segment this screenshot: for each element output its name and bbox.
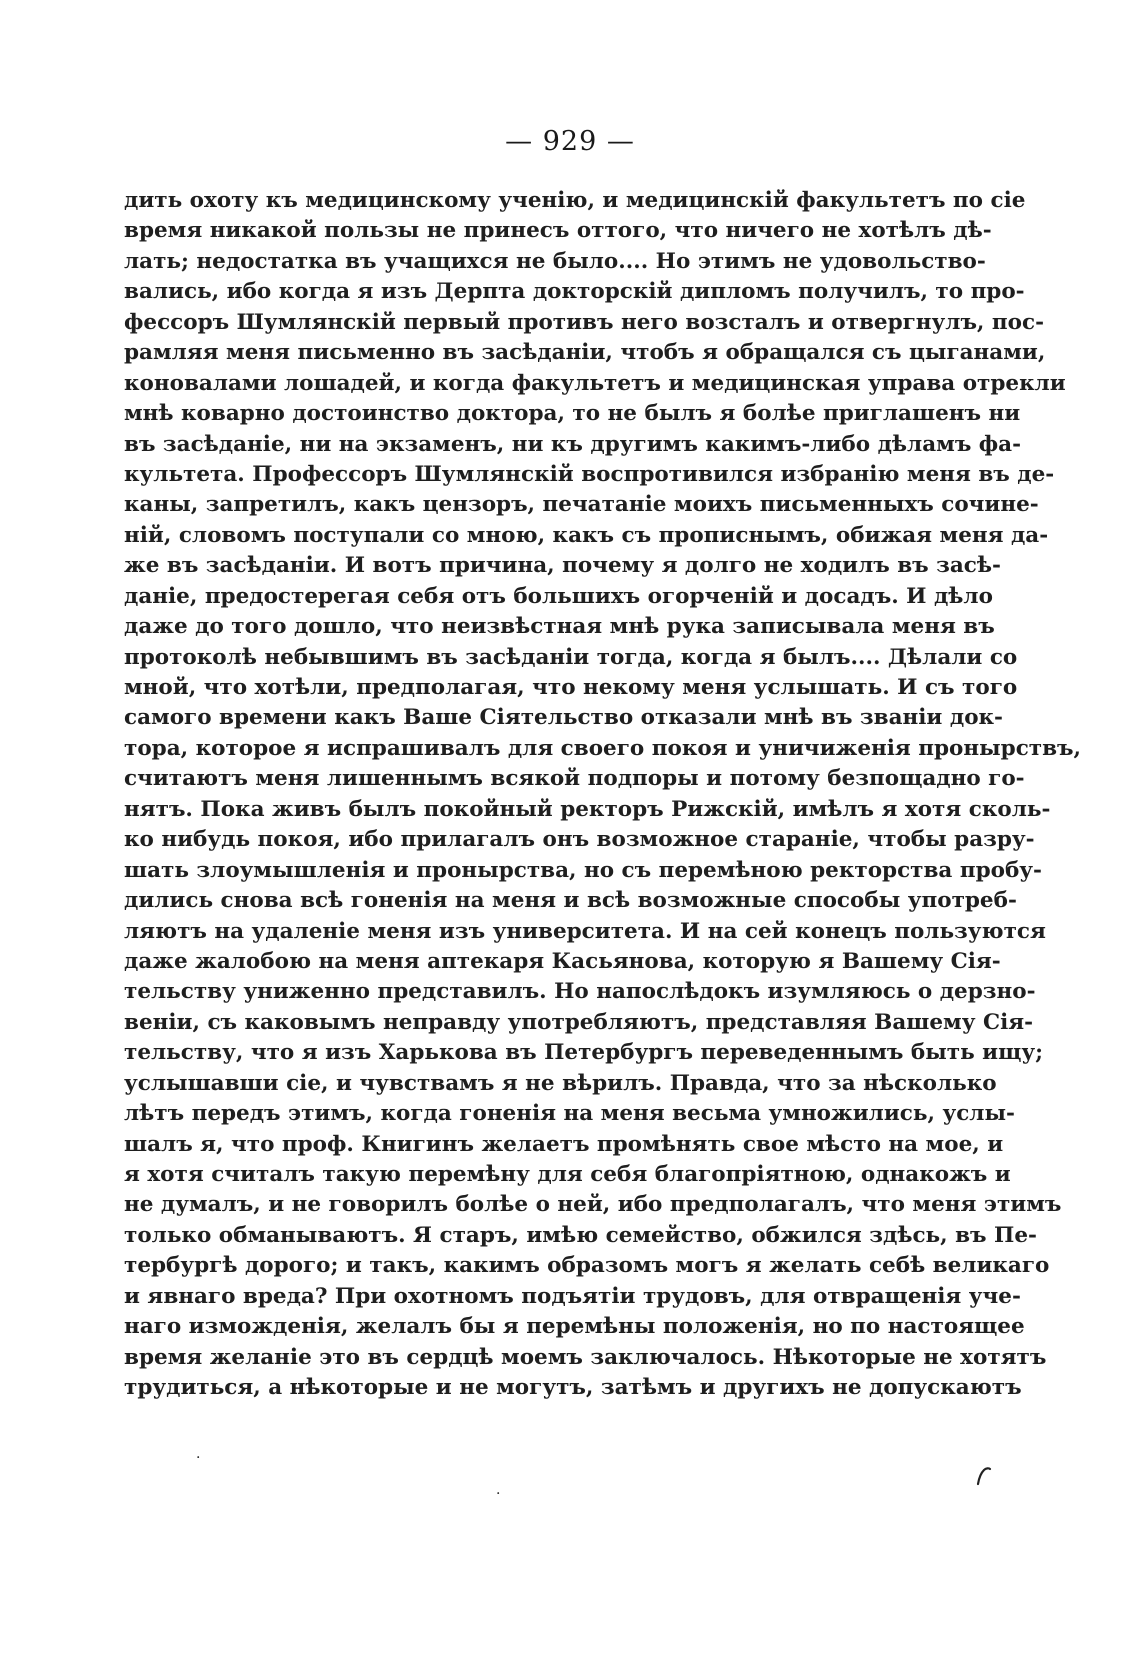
text-line: коновалами лошадей, и когда факультетъ и медицинская управа отрекли bbox=[124, 370, 1066, 396]
text-line: тельству, что я изъ Харькова въ Петербургъ переведеннымъ быть ищу; bbox=[124, 1040, 1044, 1066]
text-line: я хотя считалъ такую перемѣну для себя благопріятною, однакожъ и bbox=[124, 1162, 1011, 1187]
stray-ink-mark bbox=[974, 1466, 992, 1486]
stray-mark: · bbox=[496, 1486, 501, 1502]
text-line: даже жалобою на меня аптекаря Касьянова, которую я Вашему Сія- bbox=[124, 948, 1001, 974]
page-number: — 929 — bbox=[505, 126, 635, 157]
text-line: веніи, съ каковымъ неправду употребляютъ, представляя Вашему Сія- bbox=[124, 1009, 1034, 1035]
text-line: шать злоумышленія и пронырства, но съ перемѣною ректорства пробу- bbox=[124, 857, 1042, 883]
text-line: тербургѣ дорого; и такъ, какимъ образомъ могъ я желать себѣ великаго bbox=[124, 1253, 1050, 1279]
text-line: же въ засѣданіи. И вотъ причина, почему я долго не ходилъ въ засѣ- bbox=[124, 553, 1001, 579]
text-line: не думалъ, и не говорилъ болѣе о ней, ибо предполагалъ, что меня этимъ bbox=[124, 1192, 1062, 1218]
text-line: ко нибудь покоя, ибо прилагалъ онъ возможное стараніе, чтобы разру- bbox=[124, 827, 1035, 853]
text-line: даніе, предостерегая себя отъ большихъ огорченій и досадъ. И дѣло bbox=[124, 583, 993, 609]
text-line: тора, которое я испрашивалъ для своего покоя и уничиженія пронырствъ, bbox=[124, 735, 1082, 761]
text-line: даже до того дошло, что неизвѣстная мнѣ рука записывала меня въ bbox=[124, 614, 995, 640]
text-line: нятъ. Пока живъ былъ покойный ректоръ Рижскій, имѣлъ я хотя сколь- bbox=[124, 796, 1051, 822]
text-line: протоколѣ небывшимъ въ засѣданіи тогда, когда я былъ.... Дѣлали со bbox=[124, 644, 1018, 670]
text-line: лѣтъ передъ этимъ, когда гоненія на меня весьма умножились, услы- bbox=[124, 1101, 1015, 1127]
text-line: мнѣ коварно достоинство доктора, то не былъ я болѣе приглашенъ ни bbox=[124, 401, 1021, 427]
text-line: ляютъ на удаленіе меня изъ университета. И на сей конецъ пользуются bbox=[124, 918, 1046, 944]
text-line: вались, ибо когда я изъ Дерпта докторскій дипломъ получилъ, то про- bbox=[124, 279, 1025, 305]
text-line: и явнаго вреда? При охотномъ подъятіи трудовъ, для отвращенія уче- bbox=[124, 1283, 1021, 1309]
text-line: шалъ я, что проф. Книгинъ желаетъ промѣнять свое мѣсто на мое, и bbox=[124, 1131, 1004, 1157]
text-line: дить охоту къ медицинскому ученію, и медицинскій факультетъ по сіе bbox=[124, 188, 1026, 213]
stray-mark: · bbox=[196, 1450, 201, 1466]
text-line: мной, что хотѣли, предполагая, что некому меня услышать. И съ того bbox=[124, 675, 1018, 700]
text-line: культета. Профессоръ Шумлянскій воспротивился избранію меня въ де- bbox=[124, 461, 1055, 487]
text-line: самого времени какъ Ваше Сіятельство отказали мнѣ въ званіи док- bbox=[124, 705, 1003, 731]
text-line: трудиться, а нѣкоторые и не могутъ, затѣмъ и другихъ не допускаютъ bbox=[124, 1375, 1022, 1401]
text-line: лать; недостатка въ учащихся не было.... Но этимъ не удовольство- bbox=[124, 248, 986, 274]
text-line: фессоръ Шумлянскій первый противъ него возсталъ и отвергнулъ, пос- bbox=[124, 309, 1044, 335]
text-line: время никакой пользы не принесъ оттого, что ничего не хотѣлъ дѣ- bbox=[124, 218, 992, 244]
text-line: каны, запретилъ, какъ цензоръ, печатаніе моихъ письменныхъ сочине- bbox=[124, 492, 1039, 518]
text-line: тельству униженно представилъ. Но напослѣдокъ изумляюсь о дерзно- bbox=[124, 979, 1036, 1005]
text-line: дились снова всѣ гоненія на меня и всѣ возможные способы употреб- bbox=[124, 888, 1017, 914]
text-line: въ засѣданіе, ни на экзаменъ, ни къ другимъ какимъ-либо дѣламъ фа- bbox=[124, 431, 1022, 457]
body-text bbox=[124, 186, 1082, 1404]
text-line: услышавши сіе, и чувствамъ я не вѣрилъ. Правда, что за нѣсколько bbox=[124, 1070, 997, 1096]
text-line: рамляя меня письменно въ засѣданіи, чтобъ я обращался съ цыганами, bbox=[124, 340, 1046, 366]
text-line: только обманываютъ. Я старъ, имѣю семейство, обжился здѣсь, въ Пе- bbox=[124, 1222, 1037, 1248]
text-line: время желаніе это въ сердцѣ моемъ заключалось. Нѣкоторые не хотятъ bbox=[124, 1344, 1047, 1370]
text-line: наго изможденія, желалъ бы я перемѣны положенія, но по настоящее bbox=[124, 1314, 1025, 1340]
text-line: ній, словомъ поступали со мною, какъ съ прописнымъ, обижая меня да- bbox=[124, 522, 1049, 548]
text-line: считаютъ меня лишеннымъ всякой подпоры и потому безпощадно го- bbox=[124, 766, 1025, 792]
